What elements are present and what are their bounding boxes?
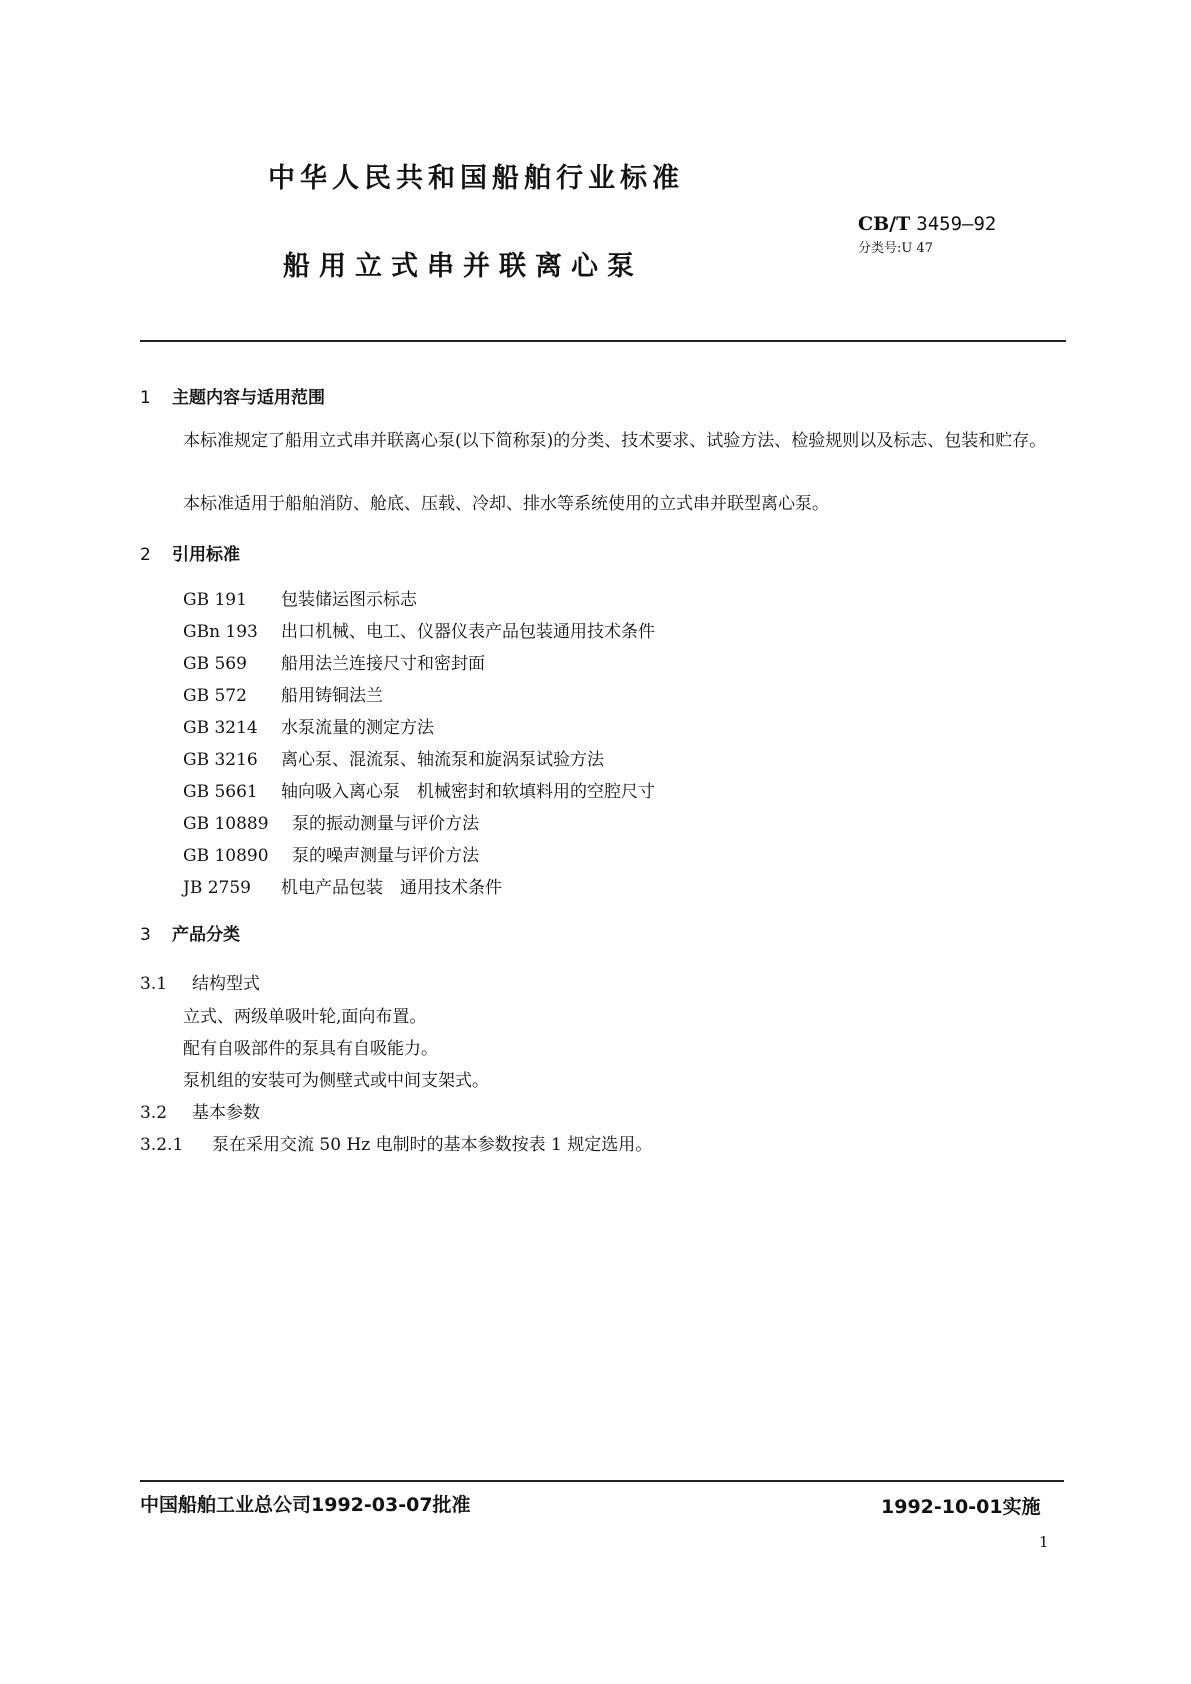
section-2-heading [140, 540, 240, 565]
reference-item [183, 808, 655, 840]
classification-number: 分类号:U 47 [858, 241, 934, 256]
structure-line: 配有自吸部件的泵具有自吸能力。 [183, 1039, 438, 1059]
structure-line: 泵机组的安装可为侧壁式或中间支架式。 [183, 1071, 489, 1091]
reference-title: 泵的噪声测量与评价方法 [292, 846, 479, 866]
reference-code: GB 10890 [183, 846, 269, 866]
standard-prefix: CB/T [858, 213, 911, 235]
section-number: 1 [140, 388, 151, 408]
reference-title: 出口机械、电工、仪器仪表产品包装通用技术条件 [281, 622, 655, 642]
reference-code: GB 5661 [183, 782, 258, 802]
reference-item [183, 616, 655, 648]
issuing-org-title: 中华人民共和国船舶行业标准 [268, 163, 684, 194]
reference-code: GB 572 [183, 686, 247, 706]
reference-code: GB 191 [183, 590, 247, 610]
subsection-title: 基本参数 [192, 1103, 260, 1123]
reference-title: 机电产品包装 通用技术条件 [281, 878, 502, 898]
subsection-3-2-heading [140, 1098, 260, 1123]
reference-title: 水泵流量的测定方法 [281, 718, 434, 738]
section-3-heading [140, 920, 240, 945]
reference-item [183, 840, 655, 872]
reference-title: 船用铸铜法兰 [281, 686, 383, 706]
reference-title: 泵的振动测量与评价方法 [292, 814, 479, 834]
section-title: 产品分类 [172, 925, 240, 945]
approval-note: 中国船舶工业总公司1992-03-07批准 [140, 1494, 471, 1516]
reference-item [183, 712, 655, 744]
standard-number: 3459—92 [916, 213, 997, 235]
section-number: 3 [140, 925, 151, 945]
subsection-3-2-1 [140, 1130, 652, 1155]
reference-item [183, 648, 655, 680]
subsection-3-1-heading [140, 969, 260, 994]
subsection-number: 3.2.1 [140, 1135, 184, 1155]
subsection-text: 泵在采用交流 50 Hz 电制时的基本参数按表 1 规定选用。 [212, 1135, 653, 1155]
section-1-paragraph-2: 本标准适用于船舶消防、舱底、压载、冷却、排水等系统使用的立式串并联型离心泵。 [183, 494, 829, 514]
section-1-paragraph-1: 本标准规定了船用立式串并联离心泵(以下简称泵)的分类、技术要求、试验方法、检验规则以及标志、包装和贮存。 [183, 431, 1047, 451]
reference-code: GB 3216 [183, 750, 258, 770]
reference-code: GB 10889 [183, 814, 269, 834]
section-title: 主题内容与适用范围 [172, 388, 325, 408]
reference-title: 包装储运图示标志 [281, 590, 417, 610]
reference-title: 离心泵、混流泵、轴流泵和旋涡泵试验方法 [281, 750, 604, 770]
reference-item [183, 776, 655, 808]
footer-rule [140, 1480, 1064, 1482]
section-1-heading [140, 383, 325, 408]
page-number: 1 [1039, 1533, 1049, 1551]
reference-item [183, 680, 655, 712]
subsection-number: 3.2 [140, 1103, 168, 1123]
section-title: 引用标准 [172, 545, 240, 565]
subsection-title: 结构型式 [192, 974, 260, 994]
standard-code [858, 213, 996, 235]
reference-item [183, 584, 655, 616]
reference-item [183, 744, 655, 776]
reference-list [183, 584, 655, 904]
reference-code: JB 2759 [183, 878, 251, 898]
reference-title: 船用法兰连接尺寸和密封面 [281, 654, 485, 674]
reference-title: 轴向吸入离心泵 机械密封和软填料用的空腔尺寸 [281, 782, 655, 802]
reference-code: GB 3214 [183, 718, 258, 738]
reference-item [183, 872, 655, 904]
structure-line: 立式、两级单吸叶轮,面向布置。 [183, 1007, 427, 1027]
header-rule [140, 340, 1066, 342]
effective-date: 1992-10-01实施 [881, 1496, 1041, 1518]
document-title: 船用立式串并联离心泵 [283, 251, 643, 282]
subsection-number: 3.1 [140, 974, 168, 994]
reference-code: GB 569 [183, 654, 247, 674]
reference-code: GBn 193 [183, 622, 258, 642]
section-number: 2 [140, 545, 151, 565]
